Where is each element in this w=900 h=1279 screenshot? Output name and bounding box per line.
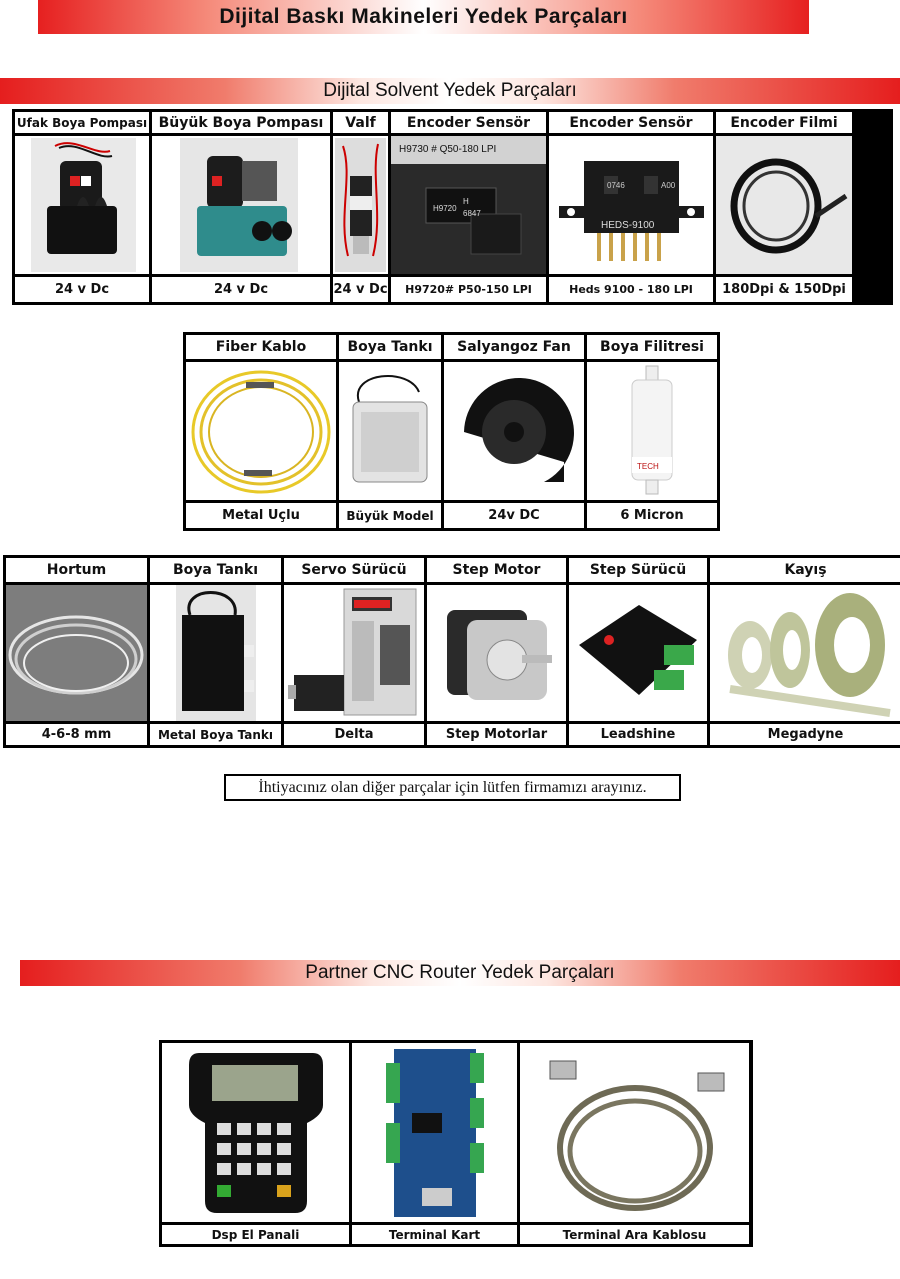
product-title: Encoder Sensör	[549, 112, 713, 133]
encoder-sensor-icon	[391, 136, 546, 274]
product-caption: 4-6-8 mm	[6, 724, 147, 745]
small-ink-pump-icon	[15, 136, 149, 274]
valve-icon	[333, 136, 388, 274]
product-caption: 6 Micron	[587, 503, 717, 528]
section-title-cnc: Partner CNC Router Yedek Parçaları	[20, 960, 900, 986]
product-caption: Metal Boya Tankı	[150, 724, 281, 745]
product-caption: Leadshine	[569, 724, 707, 745]
ink-filter-icon	[587, 362, 717, 500]
product-caption: 24v DC	[444, 503, 584, 528]
svg-text:0746: 0746	[607, 181, 625, 190]
svg-text:A00: A00	[661, 181, 676, 190]
product-caption: Delta	[284, 724, 424, 745]
cnc-parts-table	[159, 1040, 753, 1247]
hose-icon	[6, 585, 147, 721]
product-title: Hortum	[6, 558, 147, 582]
product-title: Step Sürücü	[569, 558, 707, 582]
product-title: Büyük Boya Pompası	[152, 112, 330, 133]
filter-brand-label: TECH	[637, 462, 659, 471]
product-title: Servo Sürücü	[284, 558, 424, 582]
product-title: Ufak Boya Pompası	[15, 112, 149, 133]
main-title: Dijital Baskı Makineleri Yedek Parçaları	[38, 0, 809, 34]
section-title-solvent: Dijital Solvent Yedek Parçaları	[0, 78, 900, 104]
servo-driver-icon	[284, 585, 424, 721]
fiber-cable-icon	[186, 362, 336, 500]
product-caption: Büyük Model	[339, 503, 441, 528]
svg-text:6847: 6847	[463, 209, 481, 218]
encoder-chip-label: H9720	[433, 204, 457, 213]
step-driver-icon	[569, 585, 707, 721]
product-title: Valf	[333, 112, 388, 133]
step-motor-icon	[427, 585, 566, 721]
encoder-film-icon	[716, 136, 852, 274]
product-title: Salyangoz Fan	[444, 335, 584, 359]
product-title: Step Motor	[427, 558, 566, 582]
product-caption: H9720# P50-150 LPI	[391, 277, 546, 302]
product-caption: 180Dpi & 150Dpi	[716, 277, 852, 302]
metal-ink-tank-icon	[150, 585, 281, 721]
product-caption: Terminal Ara Kablosu	[520, 1225, 749, 1244]
svg-text:H: H	[463, 197, 469, 206]
product-title: Boya Filitresi	[587, 335, 717, 359]
product-title: Kayış	[710, 558, 900, 582]
product-title: Boya Tankı	[150, 558, 281, 582]
product-caption: Step Motorlar	[427, 724, 566, 745]
encoder-image-label: H9730 # Q50-180 LPI	[399, 144, 497, 155]
encoder-chip-label: HEDS-9100	[601, 220, 655, 231]
terminal-cable-icon	[520, 1043, 749, 1222]
solvent-parts-table-2	[183, 332, 720, 531]
terminal-board-icon	[352, 1043, 517, 1222]
product-caption: Heds 9100 - 180 LPI	[549, 277, 713, 302]
product-title: Encoder Sensör	[391, 112, 546, 133]
product-caption: Megadyne	[710, 724, 900, 745]
product-title: Encoder Filmi	[716, 112, 852, 133]
product-caption: 24 v Dc	[15, 277, 149, 302]
product-title: Fiber Kablo	[186, 335, 336, 359]
product-caption: 24 v Dc	[152, 277, 330, 302]
dsp-handheld-controller-icon	[162, 1043, 349, 1222]
product-title: Boya Tankı	[339, 335, 441, 359]
blower-fan-icon	[444, 362, 584, 500]
product-caption: Metal Uçlu	[186, 503, 336, 528]
belt-icon	[710, 585, 900, 721]
solvent-parts-table-3	[3, 555, 900, 748]
contact-note: İhtiyacınız olan diğer parçalar için lütfen firmamızı arayınız.	[224, 774, 681, 801]
ink-tank-icon	[339, 362, 441, 500]
solvent-parts-table-1	[12, 109, 893, 305]
product-caption: Dsp El Panali	[162, 1225, 349, 1244]
product-caption: 24 v Dc	[333, 277, 388, 302]
product-caption: Terminal Kart	[352, 1225, 517, 1244]
encoder-chip-icon	[549, 136, 713, 274]
large-ink-pump-icon	[152, 136, 330, 274]
